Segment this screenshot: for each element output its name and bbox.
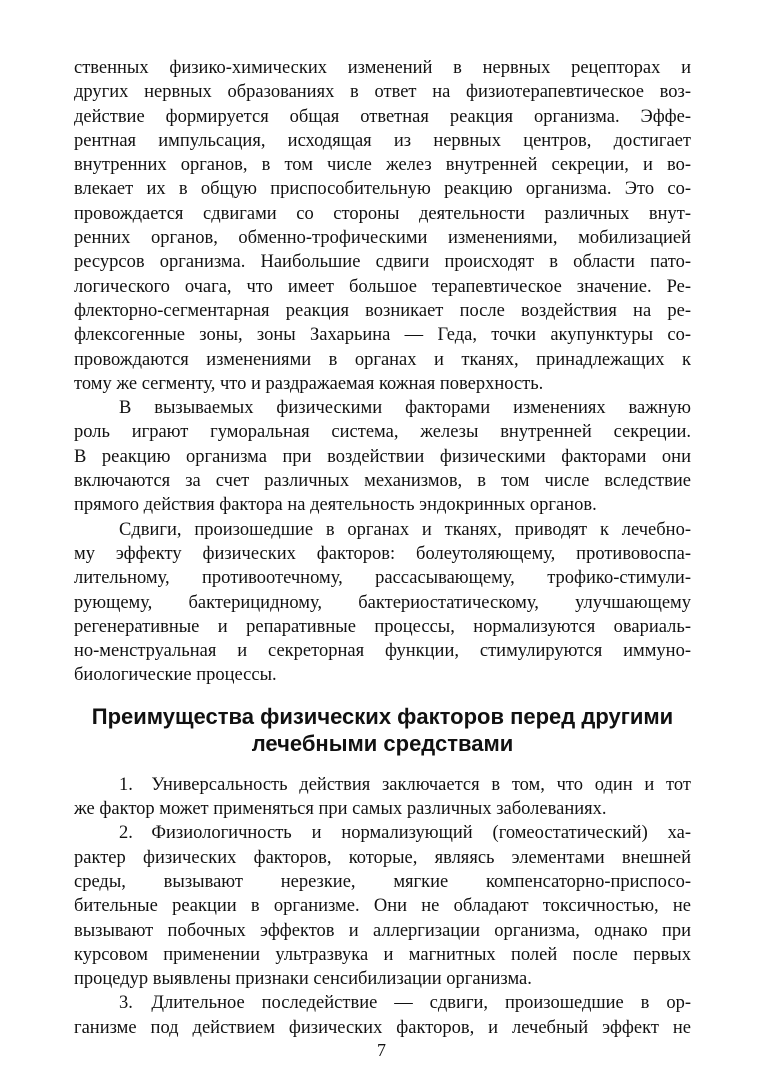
text-line: прямого действия фактора на деятельность эндокринных органов.: [74, 495, 597, 516]
page-number: 7: [377, 1040, 386, 1060]
paragraph-therapeutic-effects: [74, 518, 691, 688]
text-line: же фактор может применяться при самых различных заболеваниях.: [74, 799, 607, 820]
text-line: провождается сдвигами со стороны деятельности различных внут-: [74, 203, 691, 224]
text-line: бительные реакции в организме. Они не обладают токсичностью, не: [74, 896, 691, 917]
paragraph-humoral-system: [74, 396, 691, 517]
text-line: но-менструальная и секреторная функции, стимулируются иммуно-: [74, 641, 691, 662]
page-body: [74, 56, 691, 1040]
text-line: тому же сегменту, что и раздражаемая кожная поверхность.: [74, 373, 544, 394]
text-line: 1. Универсальность действия заключается в том, что один и тот: [119, 774, 691, 795]
text-line: внутренних органов, в том числе желез внутренней секреции, и во-: [74, 155, 691, 176]
text-line: Сдвиги, произошедшие в органах и тканях, приводят к лечебно-: [119, 519, 691, 540]
section-heading-line: Преимущества физических факторов перед другими: [91, 703, 674, 729]
text-line: В реакцию организма при воздействии физическими факторами они: [74, 446, 691, 467]
text-line: В вызываемых физическими факторами изменениях важную: [119, 398, 691, 419]
text-line: ственных физико-химических изменений в нервных рецепторах и: [74, 58, 691, 78]
text-line: рующему, бактерицидному, бактериостатическому, улучшающему: [74, 592, 691, 613]
text-line: рактер физических факторов, которые, являясь элементами внешней: [74, 847, 691, 868]
text-line: ренних органов, обменно-трофическими изменениями, мобилизацией: [74, 228, 691, 249]
text-line: провождаются изменениями в органах и тканях, принадлежащих к: [74, 349, 691, 370]
text-line: флексогенные зоны, зоны Захарьина — Геда, точки акупунктуры со-: [74, 325, 691, 346]
text-line: ресурсов организма. Наибольшие сдвиги происходят в области пато-: [74, 252, 691, 273]
text-line: курсовом применении ультразвука и магнитных полей после первых: [74, 944, 691, 965]
section-heading: [74, 703, 691, 757]
text-line: му эффекту физических факторов: болеутоляющему, противовоспа-: [74, 543, 691, 564]
text-line: 2. Физиологичность и нормализующий (гомеостатический) ха-: [119, 823, 691, 844]
text-line: флекторно-сегментарная реакция возникает после воздействия на ре-: [74, 300, 691, 321]
text-line: биологические процессы.: [74, 665, 277, 686]
text-line: регенеративные и репаративные процессы, нормализуются овариаль-: [74, 616, 691, 637]
list-item-aftereffect: [74, 991, 691, 1040]
text-line: включаются за счет различных механизмов, в том числе вследствие: [74, 471, 691, 492]
list-item-universality: [74, 773, 691, 822]
text-line: ганизме под действием физических факторов, и лечебный эффект не: [74, 1017, 691, 1038]
text-line: роль играют гуморальная система, железы внутренней секреции.: [74, 422, 691, 443]
text-line: влекает их в общую приспособительную реакцию организма. Это со-: [74, 179, 691, 200]
text-line: логического очага, что имеет большое терапевтическое значение. Ре-: [74, 276, 691, 297]
text-line: процедур выявлены признаки сенсибилизации организма.: [74, 969, 532, 990]
paragraph-nervous-reaction: [74, 56, 691, 396]
text-line: 3. Длительное последействие — сдвиги, произошедшие в ор-: [119, 993, 691, 1014]
text-line: лительному, противоотечному, рассасывающему, трофико-стимули-: [74, 568, 691, 589]
text-line: рентная импульсация, исходящая из нервных центров, достигает: [74, 130, 691, 151]
list-item-physiologicity: [74, 821, 691, 991]
section-heading-line: лечебными средствами: [251, 730, 514, 756]
text-line: других нервных образованиях в ответ на физиотерапевтическое воз-: [74, 82, 691, 103]
text-line: вызывают побочных эффектов и аллергизации организма, однако при: [74, 920, 691, 941]
text-line: действие формируется общая ответная реакция организма. Эффе-: [74, 106, 691, 127]
text-line: среды, вызывают нерезкие, мягкие компенсаторно-приспосо-: [74, 871, 691, 892]
